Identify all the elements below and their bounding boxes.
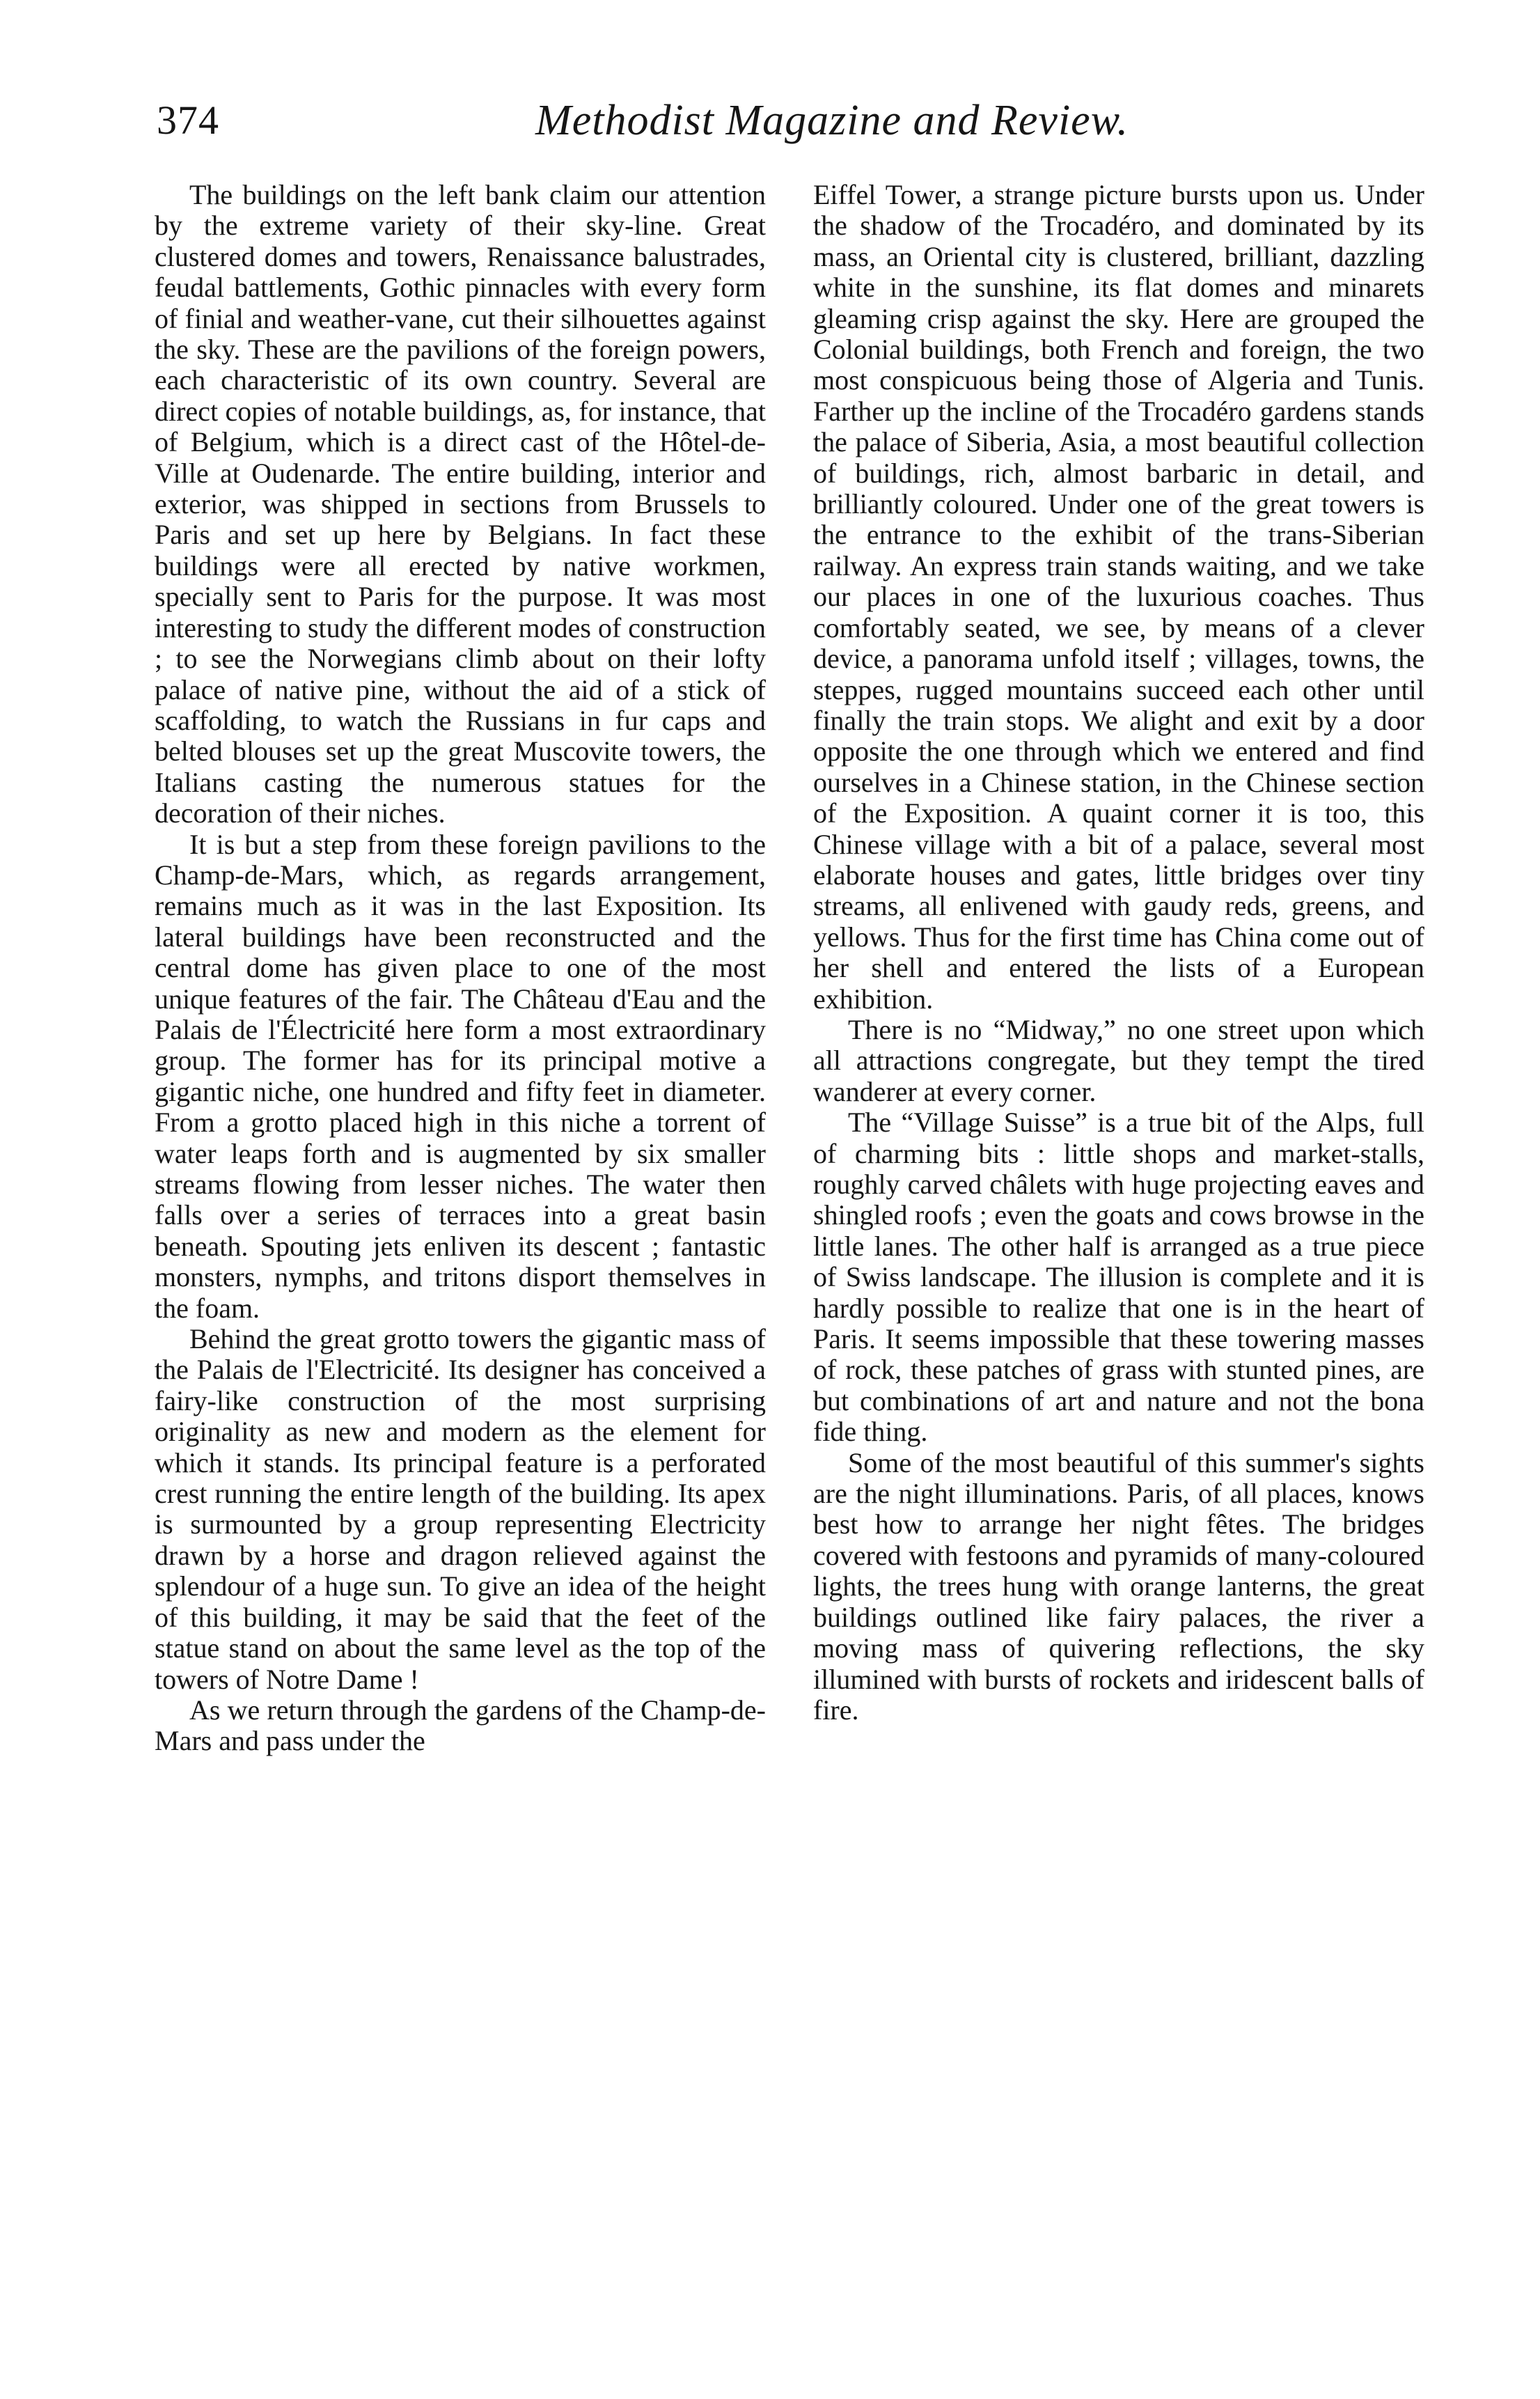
running-head (157, 89, 1410, 152)
right-column (813, 180, 1424, 1726)
paragraph: The “Village Suisse” is a true bit of the Alps, full of charming bits : little shops and market-stalls, roughly carved châlets with huge projecting eaves and shingled roofs ; even the goats and cows browse in the little lanes. The other half is arranged as a true piece of Swiss landscape. The illusion is complete and it is hardly possible to realize that one is in the heart of Paris. It seems impossible that these towering masses of rock, these patches of grass with stunted pines, are but combinations of art and nature and not the bona fide thing. (813, 1107, 1424, 1448)
paragraph: As we return through the gardens of the Champ-de-Mars and pass under the (155, 1694, 766, 1757)
left-column (155, 180, 766, 1757)
running-title: Methodist Magazine and Review. (535, 97, 1129, 144)
paragraph: It is but a step from these foreign pavilions to the Champ-de-Mars, which, as regards arrangement, remains much as it was in the last Exposition. Its lateral buildings have been reconstructed and the central dome has given place to one of the most unique features of the fair. The Château d'Eau and the Palais de l'Électricité here form a most extraordinary group. The former has for its principal motive a gigantic niche, one hundred and fifty feet in diameter. From a grotto placed high in this niche a torrent of water leaps forth and is augmented by six smaller streams flowing from lesser niches. The water then falls over a series of terraces into a great basin beneath. Spouting jets enliven its descent ; fantastic monsters, nymphs, and tritons disport themselves in the foam. (155, 828, 766, 1324)
paragraph: The buildings on the left bank claim our attention by the extreme variety of their sky-line. Great clustered domes and towers, Renaissance balustrades, feudal battlements, Gothic pinnacles with every form of finial and weather-vane, cut their silhouettes against the sky. These are the pavilions of the foreign powers, each characteristic of its own country. Several are direct copies of notable buildings, as, for instance, that of Belgium, which is a direct cast of the Hôtel-de-Ville at Oudenarde. The entire building, interior and exterior, was shipped in sections from Brussels to Paris and set up here by Belgians. In fact these buildings were all erected by native workmen, specially sent to Paris for the purpose. It was most interesting to study the different modes of construction ; to see the Norwegians climb about on their lofty palace of native pine, without the aid of a stick of scaffolding, to watch the Russians in fur caps and belted blouses set up the great Muscovite towers, the Italians casting the numerous statues for the decoration of their niches. (155, 179, 766, 829)
paragraph: Behind the great grotto towers the gigantic mass of the Palais de l'Electricité. Its designer has conceived a fairy-like construction of the most surprising originality as new and modern as the element for which it stands. Its principal feature is a perforated crest running the entire length of the building. Its apex is surmounted by a group representing Electricity drawn by a horse and dragon relieved against the splendour of a huge sun. To give an idea of the height of this building, it may be said that the feet of the statue stand on about the same level as the top of the towers of Notre Dame ! (155, 1323, 766, 1695)
paragraph: Some of the most beautiful of this summer's sights are the night illuminations. Paris, of all places, knows best how to arrange her night fêtes. The bridges covered with festoons and pyramids of many-coloured lights, the trees hung with orange lanterns, the great buildings outlined like fairy palaces, the river a moving mass of quivering reflections, the sky illumined with bursts of rockets and iridescent balls of fire. (813, 1446, 1424, 1726)
paragraph: Eiffel Tower, a strange picture bursts upon us. Under the shadow of the Trocadéro, and dominated by its mass, an Oriental city is clustered, brilliant, dazzling white in the sunshine, its flat domes and minarets gleaming crisp against the sky. Here are grouped the Colonial buildings, both French and foreign, the two most conspicuous being those of Algeria and Tunis. Farther up the incline of the Trocadéro gardens stands the palace of Siberia, Asia, a most beautiful collection of buildings, rich, almost barbaric in detail, and brilliantly coloured. Under one of the great towers is the entrance to the exhibit of the trans-Siberian railway. An express train stands waiting, and we take our places in one of the luxurious coaches. Thus comfortably seated, we see, by means of a clever device, a panorama unfold itself ; villages, towns, the steppes, rugged mountains succeed each other until finally the train stops. We alight and exit by a door opposite the one through which we entered and find ourselves in a Chinese station, in the Chinese section of the Exposition. A quaint corner it is too, this Chinese village with a bit of a palace, several most elaborate houses and gates, little bridges over tiny streams, all enlivened with gaudy reds, greens, and yellows. Thus for the first time has China come out of her shell and entered the lists of a European exhibition. (813, 179, 1424, 1015)
page-number: 374 (157, 97, 219, 143)
paragraph: There is no “Midway,” no one street upon which all attractions congregate, but they tempt the tired wanderer at every corner. (813, 1013, 1424, 1107)
